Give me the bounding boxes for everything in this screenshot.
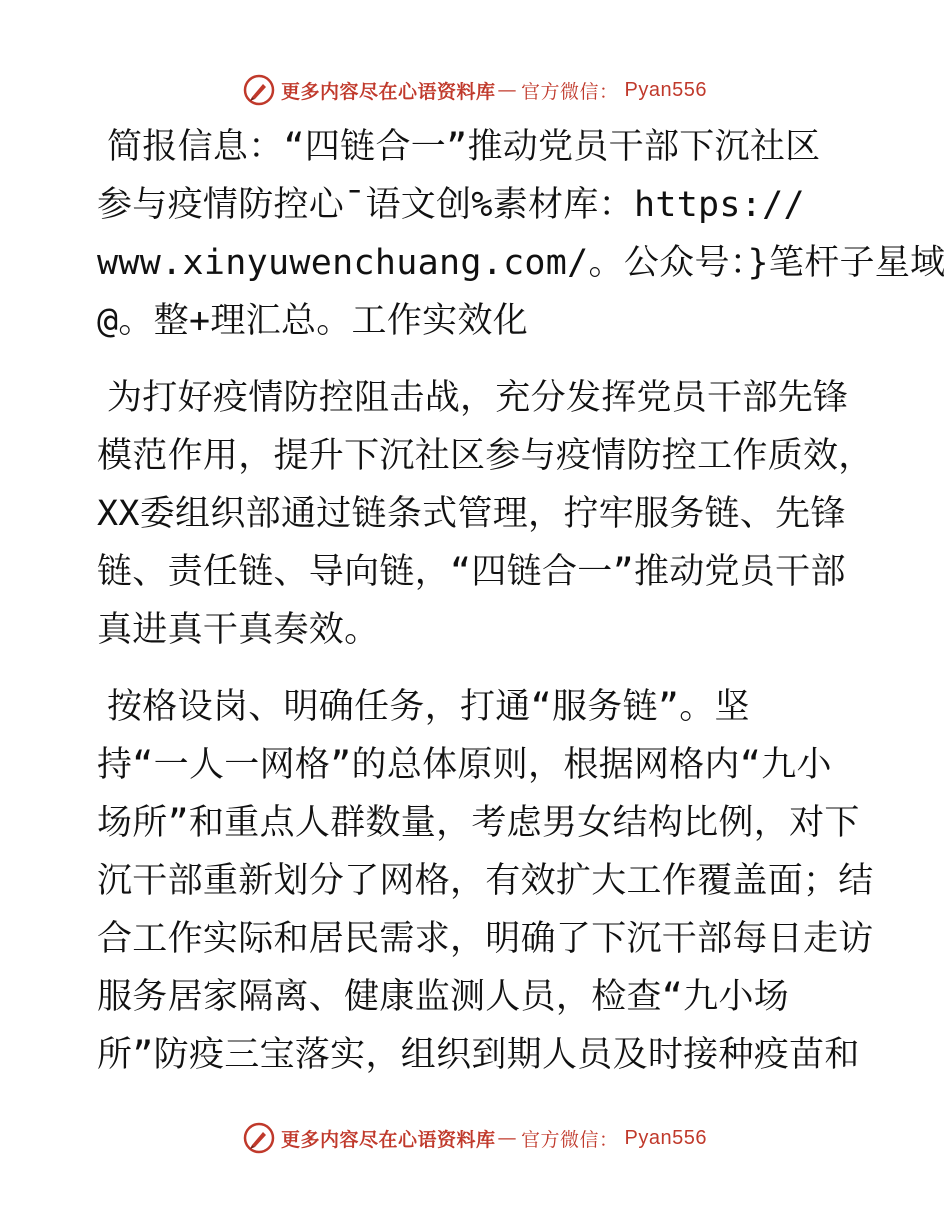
text-line: 场所”和重点人群数量，考虑男女结构比例，对下 <box>97 803 860 843</box>
banner-wechat-label: 官方微信 <box>521 1128 600 1151</box>
banner-separator: ： <box>599 80 619 103</box>
paragraph-briefing-title <box>97 118 946 350</box>
banner-dash: — <box>497 79 517 101</box>
pen-logo-icon <box>243 74 275 106</box>
footer-banner <box>0 1116 950 1160</box>
paragraph-service-chain <box>97 678 874 1084</box>
paragraph-intro <box>97 369 874 659</box>
header-banner <box>0 68 950 112</box>
text-line: 简报信息：“四链合一”推动党员干部下沉社区 <box>107 127 821 167</box>
pen-logo-icon <box>243 1122 275 1154</box>
text-line: 服务居家隔离、健康监测人员，检查“九小场 <box>97 977 790 1017</box>
text-line: 为打好疫情防控阻击战，充分发挥党员干部先锋 <box>107 378 849 418</box>
banner-wechat-label: 官方微信 <box>521 80 600 103</box>
text-line: 合工作实际和居民需求，明确了下沉干部每日走访 <box>97 919 874 959</box>
text-line: 沉干部重新划分了网格，有效扩大工作覆盖面；结 <box>97 861 874 901</box>
document-body <box>97 118 946 1084</box>
banner-brand: 更多内容尽在心语资料库 <box>280 80 496 103</box>
banner-wechat-handle: Pyan556 <box>624 78 707 101</box>
text-line: 参与疫情防控心¯语文创%素材库：https:// <box>97 185 805 225</box>
text-line: XX委组织部通过链条式管理，拧牢服务链、先锋 <box>97 494 846 534</box>
text-line: 所”防疫三宝落实，组织到期人员及时接种疫苗和 <box>97 1035 860 1075</box>
text-line: www.xinyuwenchuang.com/。公众号：}笔杆子星域 <box>97 243 946 283</box>
text-line: 按格设岗、明确任务，打通“服务链”。坚 <box>107 687 750 727</box>
text-line: 持“一人一网格”的总体原则，根据网格内“九小 <box>97 745 832 785</box>
text-line: 模范作用，提升下沉社区参与疫情防控工作质效， <box>97 436 874 476</box>
banner-wechat-handle: Pyan556 <box>624 1126 707 1149</box>
banner-dash: — <box>497 1127 517 1149</box>
banner-brand: 更多内容尽在心语资料库 <box>280 1128 496 1151</box>
text-line: 真进真干真奏效。 <box>97 610 380 650</box>
banner-separator: ： <box>599 1128 619 1151</box>
text-line: @。整+理汇总。工作实效化 <box>97 301 529 341</box>
text-line: 链、责任链、导向链，“四链合一”推动党员干部 <box>97 552 846 592</box>
